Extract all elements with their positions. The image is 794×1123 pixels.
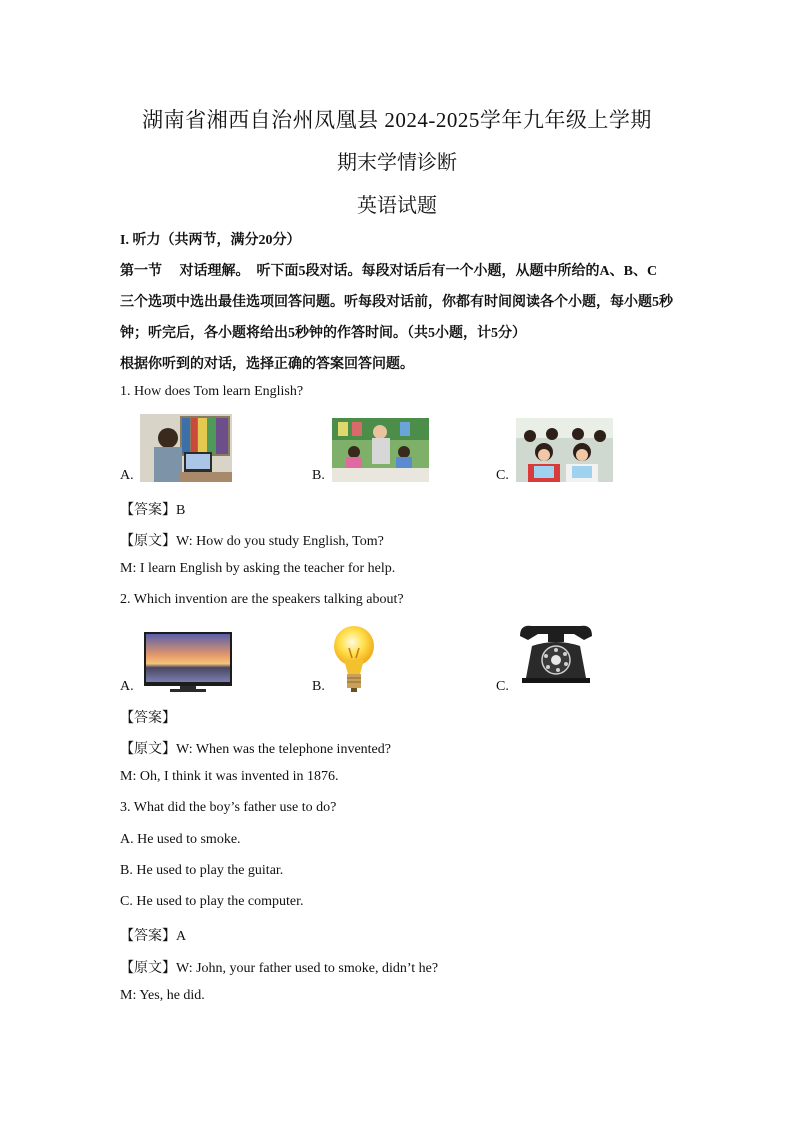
exam-title-line1: 湖南省湘西自治州凤凰县 2024-2025学年九年级上学期: [142, 108, 652, 132]
teacher-helping-students-image: [332, 418, 429, 482]
q2-answer: 【答案】: [120, 711, 176, 726]
exam-title-line2: 期末学情诊断: [337, 152, 457, 174]
q3-option-c: C. He used to play the computer.: [120, 894, 304, 909]
light-bulb-image: [332, 624, 376, 694]
q3-option-b: B. He used to play the guitar.: [120, 863, 284, 878]
q2-option-b-label: B.: [312, 679, 325, 694]
part1-instruction-line2: 三个选项中选出最佳选项回答问题。听每段对话前，你都有时间阅读各个小题，每小题5秒: [120, 295, 673, 310]
q1-script-man: M: I learn English by asking the teacher for help.: [120, 561, 396, 576]
part1-instruction-line1: 第一节 对话理解。 听下面5段对话。每段对话后有一个小题，从题中所给的A、B、C: [120, 264, 658, 279]
q3-option-a: A. He used to smoke.: [120, 832, 241, 847]
listening-instruction: 根据你听到的对话，选择正确的答案回答问题。: [120, 357, 414, 372]
q2-option-a-label: A.: [120, 679, 134, 694]
q2-option-c-label: C.: [496, 679, 509, 694]
section-heading: I. 听力（共两节，满分20分）: [120, 233, 301, 248]
boy-studying-at-computer-image: [140, 414, 232, 482]
q2-script-woman: 【原文】W: When was the telephone invented?: [120, 742, 391, 757]
q1-script-woman: 【原文】W: How do you study English, Tom?: [120, 534, 384, 549]
q3-answer: 【答案】A: [120, 929, 187, 944]
part1-instruction-line3: 钟；听完后，各小题将给出5秒钟的作答时间。（共5小题，计5分）: [120, 326, 526, 341]
q3-script-man: M: Yes, he did.: [120, 988, 205, 1003]
television-image: [144, 632, 232, 692]
q2-script-man: M: Oh, I think it was invented in 1876.: [120, 769, 339, 784]
question-1: 1. How does Tom learn English?: [120, 384, 304, 399]
q1-option-a-label: A.: [120, 468, 134, 483]
q1-option-c-label: C.: [496, 468, 509, 483]
q3-script-woman: 【原文】W: John, your father used to smoke, didn’t he?: [120, 961, 439, 976]
exam-subject-title: 英语试题: [357, 195, 437, 217]
question-2: 2. Which invention are the speakers talking about?: [120, 592, 404, 607]
telephone-image: [516, 622, 596, 684]
question-3: 3. What did the boy’s father use to do?: [120, 800, 337, 815]
q1-answer: 【答案】B: [120, 503, 186, 518]
q1-option-b-label: B.: [312, 468, 325, 483]
students-reading-aloud-image: [516, 418, 613, 482]
